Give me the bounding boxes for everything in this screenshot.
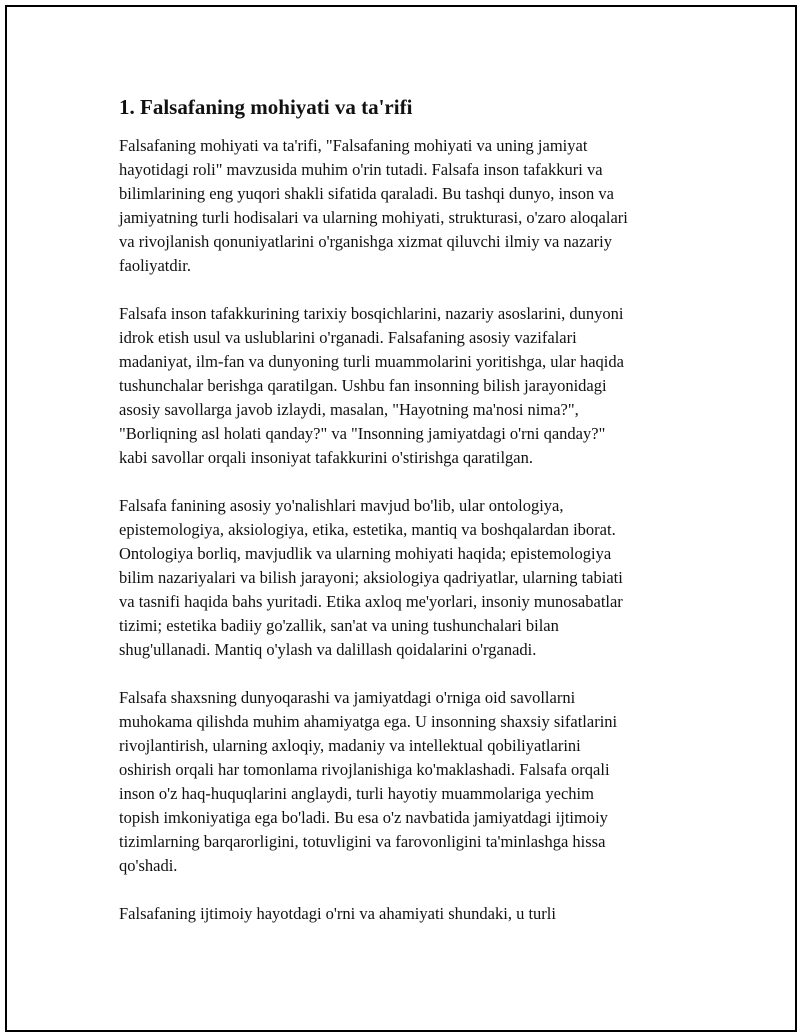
text-line: Ontologiya borliq, mavjudlik va ularning mohiyati haqida; epistemologiya bbox=[119, 544, 612, 563]
text-line: topish imkoniyatiga ega bo'ladi. Bu esa o'z navbatida jamiyatdagi ijtimoiy bbox=[119, 808, 608, 827]
text-line: jamiyatning turli hodisalari va ularning mohiyati, strukturasi, o'zaro aloqalari bbox=[119, 208, 628, 227]
paragraph-4 bbox=[119, 686, 709, 878]
text-line: Falsafaning ijtimoiy hayotdagi o'rni va ahamiyati shundaki, u turli bbox=[119, 904, 556, 923]
text-line: bilim nazariyalari va bilish jarayoni; aksiologiya qadriyatlar, ularning tabiati bbox=[119, 568, 623, 587]
text-line: oshirish orqali har tomonlama rivojlanishiga ko'maklashadi. Falsafa orqali bbox=[119, 760, 610, 779]
text-line: hayotidagi roli" mavzusida muhim o'rin tutadi. Falsafa inson tafakkuri va bbox=[119, 160, 603, 179]
text-line: Falsafa inson tafakkurining tarixiy bosqichlarini, nazariy asoslarini, dunyoni bbox=[119, 304, 624, 323]
text-line: qo'shadi. bbox=[119, 856, 178, 875]
text-line: va tasnifi haqida bahs yuritadi. Etika axloq me'yorlari, insoniy munosabatlar bbox=[119, 592, 623, 611]
paragraph-2 bbox=[119, 302, 709, 470]
text-line: "Borliqning asl holati qanday?" va "Insonning jamiyatdagi o'rni qanday?" bbox=[119, 424, 606, 443]
text-line: epistemologiya, aksiologiya, etika, estetika, mantiq va boshqalardan iborat. bbox=[119, 520, 616, 539]
text-line: tizimlarning barqarorligini, totuvligini va farovonligini ta'minlashga hissa bbox=[119, 832, 606, 851]
section-heading: 1. Falsafaning mohiyati va ta'rifi bbox=[119, 95, 413, 119]
text-line: tizimi; estetika badiiy go'zallik, san'at va uning tushunchalari bilan bbox=[119, 616, 559, 635]
text-line: idrok etish usul va uslublarini o'rganadi. Falsafaning asosiy vazifalari bbox=[119, 328, 577, 347]
document-body bbox=[119, 93, 709, 950]
text-line: shug'ullanadi. Mantiq o'ylash va dalillash qoidalarini o'rganadi. bbox=[119, 640, 537, 659]
paragraph-3 bbox=[119, 494, 709, 662]
paragraph-5 bbox=[119, 902, 709, 926]
paragraph-1 bbox=[119, 134, 709, 278]
text-line: bilimlarining eng yuqori shakli sifatida qaraladi. Bu tashqi dunyo, inson va bbox=[119, 184, 614, 203]
text-line: faoliyatdir. bbox=[119, 256, 191, 275]
text-line: rivojlantirish, ularning axloqiy, madaniy va intellektual qobiliyatlarini bbox=[119, 736, 581, 755]
text-line: Falsafaning mohiyati va ta'rifi, "Falsafaning mohiyati va uning jamiyat bbox=[119, 136, 588, 155]
text-line: madaniyat, ilm-fan va dunyoning turli muammolarini yoritishga, ular haqida bbox=[119, 352, 624, 371]
text-line: muhokama qilishda muhim ahamiyatga ega. U insonning shaxsiy sifatlarini bbox=[119, 712, 618, 731]
text-line: tushunchalar berishga qaratilgan. Ushbu fan insonning bilish jarayonidagi bbox=[119, 376, 607, 395]
text-line: kabi savollar orqali insoniyat tafakkurini o'stirishga qaratilgan. bbox=[119, 448, 533, 467]
text-line: asosiy savollarga javob izlaydi, masalan, "Hayotning ma'nosi nima?", bbox=[119, 400, 579, 419]
text-line: va rivojlanish qonuniyatlarini o'rganishga xizmat qiluvchi ilmiy va nazariy bbox=[119, 232, 612, 251]
page-frame bbox=[5, 5, 797, 1032]
text-line: Falsafa fanining asosiy yo'nalishlari mavjud bo'lib, ular ontologiya, bbox=[119, 496, 564, 515]
text-line: Falsafa shaxsning dunyoqarashi va jamiyatdagi o'rniga oid savollarni bbox=[119, 688, 576, 707]
text-line: inson o'z haq-huquqlarini anglaydi, turli hayotiy muammolariga yechim bbox=[119, 784, 594, 803]
